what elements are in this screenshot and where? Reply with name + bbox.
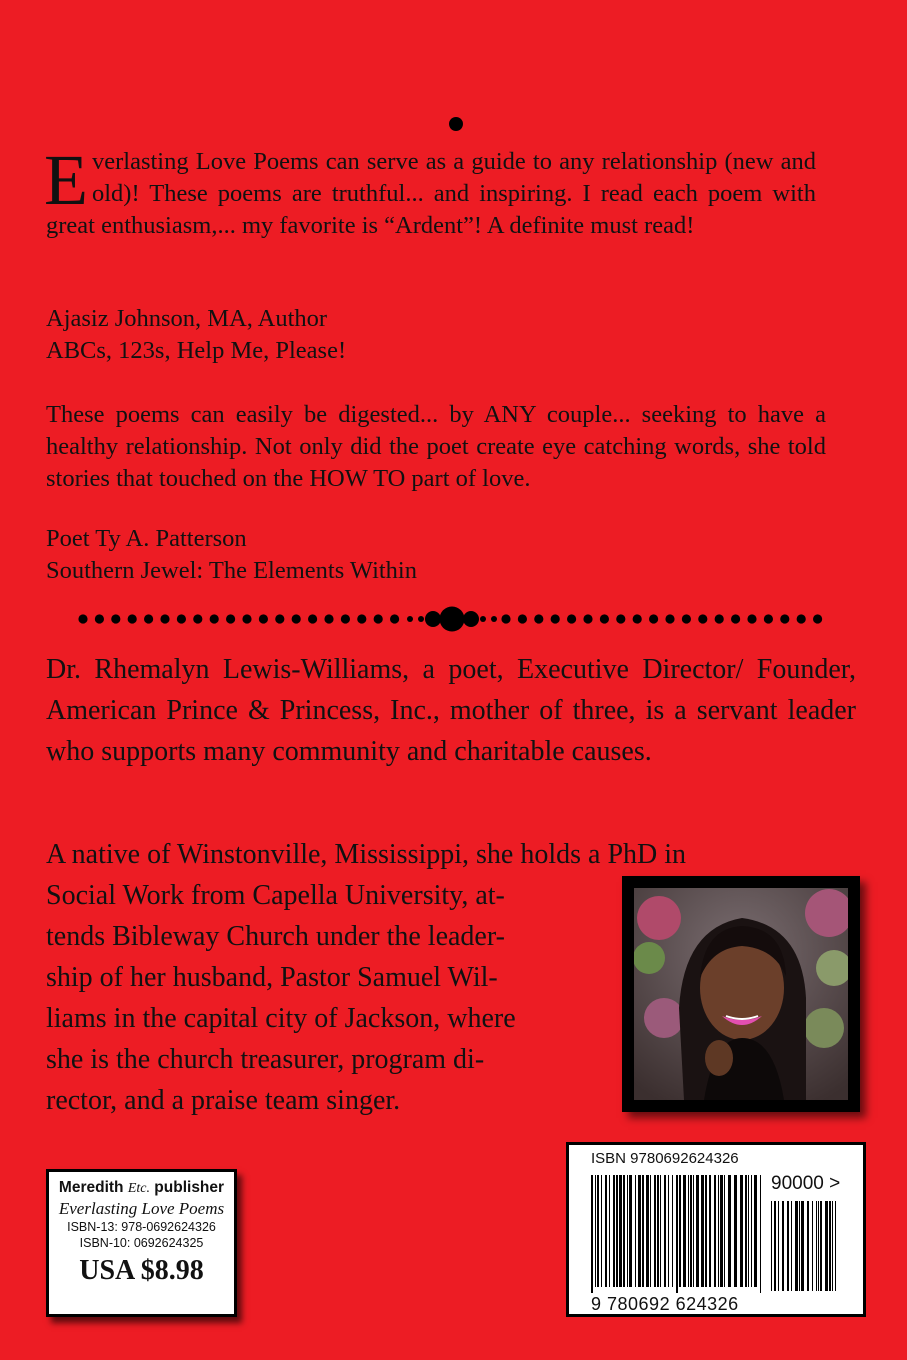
price: USA $8.98: [79, 1255, 204, 1286]
barcode-isbn-label: ISBN 9780692624326: [591, 1150, 739, 1167]
bio-line: liams in the capital city of Jackson, where: [46, 1003, 516, 1034]
isbn-13: ISBN-13: 978-0692624326: [67, 1220, 216, 1234]
barcode-box: [566, 1142, 866, 1317]
bio-line: tends Bibleway Church under the leader-: [46, 921, 505, 952]
barcode-bars: [591, 1175, 763, 1293]
review-2-work: Southern Jewel: The Elements Within: [46, 557, 417, 584]
bio-line: A native of Winstonville, Mississippi, she holds a PhD in: [46, 839, 687, 870]
barcode-price-code: 90000 >: [771, 1173, 841, 1194]
author-photo: [634, 888, 848, 1100]
bio-line: she is the church treasurer, program di-: [46, 1044, 485, 1075]
dropcap-letter: E: [44, 140, 88, 220]
publisher-etc: Etc.: [127, 1181, 150, 1196]
price-box: [46, 1169, 237, 1317]
publisher-name: [49, 1179, 234, 1197]
ornament-dot-top: [449, 117, 463, 131]
isbn-10: ISBN-10: 0692624325: [79, 1236, 204, 1250]
author-photo-frame: [622, 876, 860, 1112]
review-2-text: These poems can easily be digested... by ANY couple... seeking to have a healthy relationship. Not only did the poet create eye catching words, she told stories that touched on the HOW TO part of love.: [46, 401, 826, 492]
bio-line: rector, and a praise team singer.: [46, 1085, 401, 1116]
publisher-name-a: Meredith: [58, 1179, 124, 1196]
review-1-work: ABCs, 123s, Help Me, Please!: [46, 337, 347, 364]
ornament-dot-divider: [78, 602, 823, 636]
bio-paragraph-1: Dr. Rhemalyn Lewis-Williams, a poet, Executive Director/ Founder, American Prince & Princess, Inc., mother of three, is a servant leader who supports many community and charitable causes.: [46, 654, 856, 767]
bio-line: Social Work from Capella University, at-: [46, 880, 505, 911]
barcode-digits: 9 780692 624326: [591, 1294, 739, 1314]
book-title: Everlasting Love Poems: [58, 1199, 225, 1218]
barcode-addon-bars: [771, 1201, 843, 1291]
bio-line: ship of her husband, Pastor Samuel Wil-: [46, 962, 498, 993]
review-2-reviewer: Poet Ty A. Patterson: [46, 525, 247, 552]
review-1-body: verlasting Love Poems can serve as a guide to any relationship (new and old)! These poems are truthful... and inspiring. I read each poem with great enthusiasm,... my favorite is “Ardent”! A definite must read!: [46, 148, 816, 239]
review-1-text: [44, 140, 816, 242]
review-1-reviewer: Ajasiz Johnson, MA, Author: [46, 305, 328, 332]
publisher-name-b: publisher: [154, 1179, 225, 1196]
